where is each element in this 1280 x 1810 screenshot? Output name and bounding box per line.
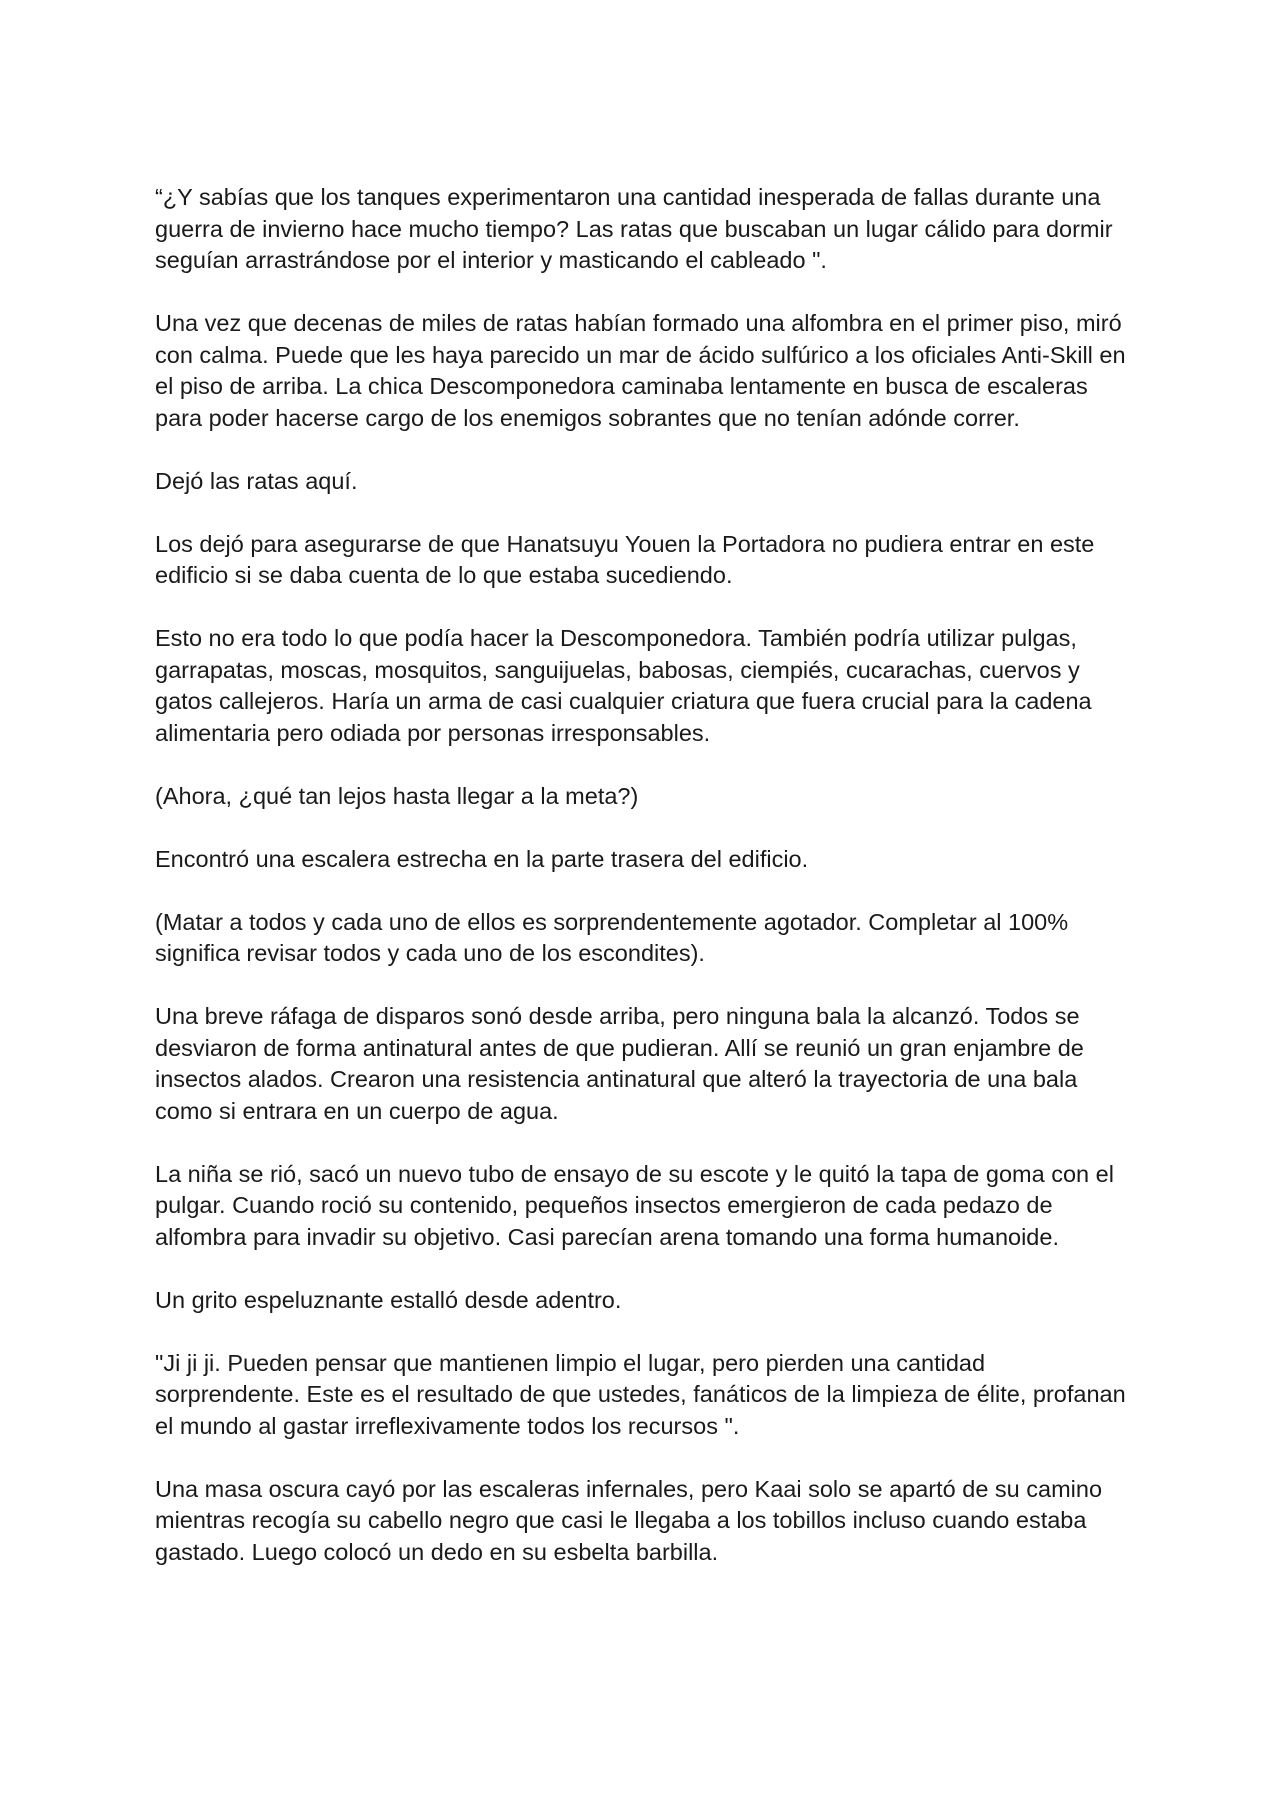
paragraph-6: (Ahora, ¿qué tan lejos hasta llegar a la meta?) [155, 782, 639, 809]
paragraph-7: Encontró una escalera estrecha en la parte trasera del edificio. [155, 845, 809, 872]
paragraph-13: Una masa oscura cayó por las escaleras infernales, pero Kaai solo se apartó de su camino mientras recogía su cabello negro que casi le llegaba a los tobillos incluso cuando estaba gastado. Luego colocó un dedo en su esbelta barbilla. [155, 1475, 1103, 1565]
paragraph-9: Una breve ráfaga de disparos sonó desde arriba, pero ninguna bala la alcanzó. Todos se desviaron de forma antinatural antes de que pudieran. Allí se reunió un gran enjambre de insectos alados. Crearon una resistencia antinatural que alteró la trayectoria de una bala como si entrara en un cuerpo de agua. [155, 1003, 1084, 1124]
paragraph-2: Una vez que decenas de miles de ratas habían formado una alfombra en el primer piso, miró con calma. Puede que les haya parecido un mar de ácido sulfúrico a los oficiales Anti-Skill en el piso de arriba. La chica Descomponedora caminaba lentamente en busca de escaleras para poder hacerse cargo de los enemigos sobrantes que no tenían adónde correr. [155, 310, 1126, 431]
paragraph-5: Esto no era todo lo que podía hacer la Descomponedora. También podría utilizar pulgas, garrapatas, moscas, mosquitos, sanguijuelas, babosas, ciempiés, cucarachas, cuervos y gatos callejeros. Haría un arma de casi cualquier criatura que fuera crucial para la cadena alimentaria pero odiada por personas irresponsables. [155, 625, 1092, 746]
paragraph-11: Un grito espeluznante estalló desde adentro. [155, 1286, 622, 1313]
paragraph-10: La niña se rió, sacó un nuevo tubo de ensayo de su escote y le quitó la tapa de goma con el pulgar. Cuando roció su contenido, pequeños insectos emergieron de cada pedazo de alfombra para invadir su objetivo. Casi parecían arena tomando una forma humanoide. [155, 1160, 1114, 1250]
paragraph-12: "Ji ji ji. Pueden pensar que mantienen limpio el lugar, pero pierden una cantidad sorprendente. Este es el resultado de que ustedes, fanáticos de la limpieza de élite, profanan el mundo al gastar irreflexivamente todos los recursos ". [155, 1349, 1126, 1439]
body-text [155, 182, 1135, 1600]
paragraph-1: “¿Y sabías que los tanques experimentaron una cantidad inesperada de fallas durante una guerra de invierno hace mucho tiempo? Las ratas que buscaban un lugar cálido para dormir seguían arrastrándose por el interior y masticando el cableado ". [155, 184, 1113, 273]
paragraph-8: (Matar a todos y cada uno de ellos es sorprendentemente agotador. Completar al 100% significa revisar todos y cada uno de los escondites). [155, 908, 1069, 966]
paragraph-4: Los dejó para asegurarse de que Hanatsuyu Youen la Portadora no pudiera entrar en este edificio si se daba cuenta de lo que estaba sucediendo. [155, 530, 1095, 588]
paragraph-3: Dejó las ratas aquí. [155, 467, 358, 494]
